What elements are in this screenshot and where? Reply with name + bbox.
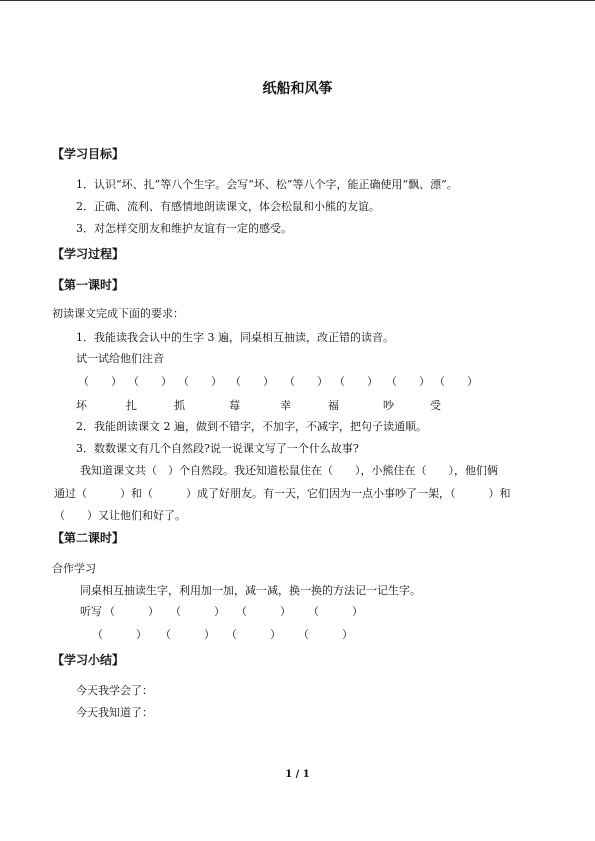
character-item: 莓 <box>229 399 240 412</box>
dictation-blank[interactable]: （ ） <box>170 605 225 618</box>
pinyin-blank[interactable]: （ ） <box>386 375 430 388</box>
character-item: 扎 <box>126 399 137 412</box>
pinyin-blank[interactable]: （ ） <box>78 375 122 388</box>
dictation-blank[interactable]: （ ） <box>236 605 291 618</box>
pinyin-prompt: 试一试给他们注音 <box>76 352 164 365</box>
lesson1-task-3: 3．数数课文有几个自然段?说一说课文写了一个什么故事? <box>76 442 359 455</box>
pinyin-blank-row <box>78 375 498 389</box>
character-item: 坏 <box>76 399 87 412</box>
character-item: 受 <box>430 399 441 412</box>
pinyin-blank[interactable]: （ ） <box>128 375 172 388</box>
dictation-blank[interactable]: （ ） <box>298 628 353 641</box>
pinyin-blank[interactable]: （ ） <box>284 375 328 388</box>
character-item: 幸 <box>280 399 291 412</box>
heading-summary: 【学习小结】 <box>52 653 125 667</box>
fill-paragraph-line-3: （ ）又让他们和好了。 <box>54 509 186 522</box>
summary-line-1: 今天我学会了： <box>76 684 153 697</box>
fill-paragraph-line-1: 我知道课文共（ ）个自然段。我还知道松鼠住在（ ），小熊住在（ ），他们俩 <box>80 464 498 477</box>
heading-lesson-2: 【第二课时】 <box>52 531 125 545</box>
character-item: 抓 <box>174 399 185 412</box>
dictation-blank[interactable]: （ ） <box>160 628 215 641</box>
goal-item-1: 1．认识“坏、扎”等八个生字。会写“坏、松”等八个字，能正确使用“飘、漂”。 <box>76 178 458 191</box>
lesson2-task: 同桌相互抽读生字，利用加一加，减一减，换一换的方法记一记生字。 <box>80 584 421 597</box>
character-item: 福 <box>328 399 339 412</box>
dictation-row-2 <box>92 628 512 642</box>
heading-lesson-1: 【第一课时】 <box>52 278 125 292</box>
pinyin-blank[interactable]: （ ） <box>334 375 378 388</box>
dictation-label: 听写 <box>80 605 102 618</box>
top-border-line <box>0 0 595 1</box>
heading-learning-goals: 【学习目标】 <box>52 147 125 161</box>
pinyin-blank[interactable]: （ ） <box>230 375 274 388</box>
dictation-blank[interactable]: （ ） <box>308 605 363 618</box>
dictation-blank[interactable]: （ ） <box>92 628 147 641</box>
page-title: 纸船和风筝 <box>262 81 333 97</box>
character-item: 吵 <box>383 399 394 412</box>
lesson1-intro: 初读课文完成下面的要求： <box>52 307 184 320</box>
pinyin-blank[interactable]: （ ） <box>178 375 222 388</box>
goal-item-2: 2．正确、流利、有感情地朗读课文，体会松鼠和小熊的友谊。 <box>76 200 380 213</box>
heading-learning-process: 【学习过程】 <box>52 247 125 261</box>
character-row <box>76 399 496 413</box>
lesson2-intro: 合作学习 <box>52 562 96 575</box>
page-number: 1 / 1 <box>285 769 310 780</box>
fill-paragraph-line-2: 通过（ ）和（ ）成了好朋友。有一天，它们因为一点小事吵了一架，（ ）和 <box>54 487 511 500</box>
lesson1-task-2: 2．我能朗读课文 2 遍，做到不错字，不加字，不减字，把句子读通顺。 <box>76 420 427 433</box>
lesson1-task-1: 1．我能读我会认中的生字 3 遍，同桌相互抽读，改正错的读音。 <box>76 331 394 344</box>
goal-item-3: 3．对怎样交朋友和维护友谊有一定的感受。 <box>76 222 292 235</box>
pinyin-blank[interactable]: （ ） <box>434 375 478 388</box>
dictation-row-1 <box>80 605 500 619</box>
dictation-blank[interactable]: （ ） <box>104 605 159 618</box>
dictation-blank[interactable]: （ ） <box>226 628 281 641</box>
summary-line-2: 今天我知道了： <box>76 706 153 719</box>
